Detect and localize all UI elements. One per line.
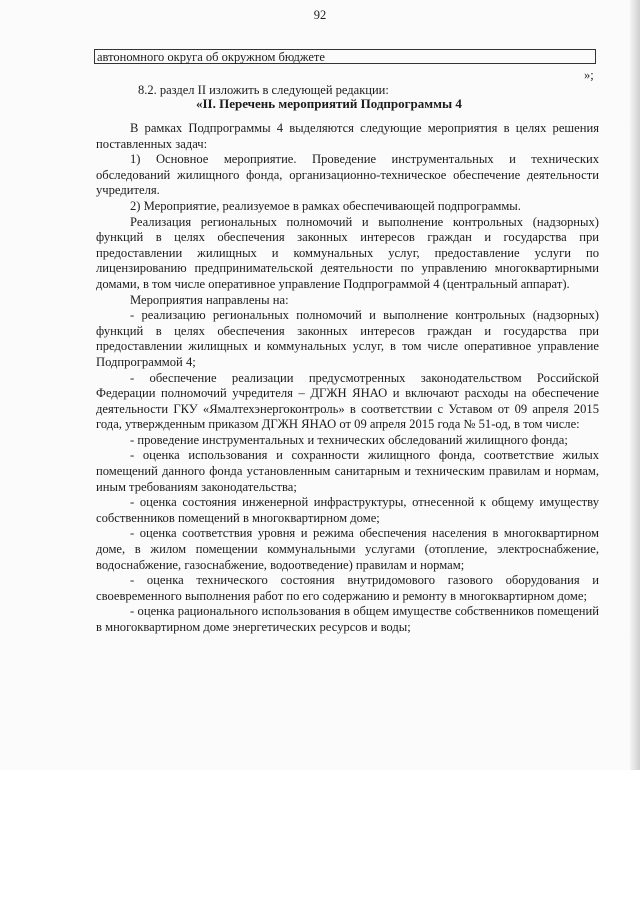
- section-heading: «II. Перечень мероприятий Подпрограммы 4: [196, 96, 462, 111]
- paragraph: - оценка использования и сохранности жилищного фонда, соответствие жилых помещений данного фонда установленным санитарным и техническим правилам и нормам, иным требованиям законодательства;: [96, 448, 599, 494]
- boxed-text-line: автономного округа об окружном бюджете: [94, 49, 596, 64]
- paragraph: - оценка соответствия уровня и режима обеспечения населения в многоквартирном доме, в жилом помещении коммунальными услугами (отопление, электроснабжение, водоснабжение, газоснабжение, водоотведение) правилам и нормам;: [96, 526, 599, 572]
- blank-area: [0, 770, 640, 905]
- paragraph: - проведение инструментальных и технических обследований жилищного фонда;: [130, 432, 568, 447]
- paragraph: Реализация региональных полномочий и выполнение контрольных (надзорных) функций в целях обеспечения законных интересов граждан и государства при предоставлении жилищных и коммунальных услуг, предоставление услуги по лицензированию предпринимательской деятельности по управлению многоквартирными домами, в том числе оперативное управление Подпрограммой 4 (центральный аппарат).: [96, 214, 599, 291]
- page-edge-shadow: [630, 0, 640, 770]
- document-body: [96, 121, 599, 636]
- paragraph: 2) Мероприятие, реализуемое в рамках обеспечивающей подпрограммы.: [130, 198, 521, 213]
- page-number: 92: [313, 8, 327, 22]
- closing-quote: »;: [584, 68, 594, 82]
- paragraph: В рамках Подпрограммы 4 выделяются следующие мероприятия в целях решения поставленных задач:: [96, 121, 599, 151]
- paragraph: 1) Основное мероприятие. Проведение инструментальных и технических обследований жилищного фонда, организационно-техническое обеспечение деятельности учредителя.: [96, 152, 599, 198]
- paragraph: - реализацию региональных полномочий и выполнение контрольных (надзорных) функций в целях обеспечения законных интересов граждан и государства при предоставлении жилищных и коммунальных услуг, в том числе оперативное управление Подпрограммой 4;: [96, 308, 599, 369]
- paragraph: - оценка рационального использования в общем имуществе собственников помещений в многоквартирном доме энергетических ресурсов и воды;: [96, 604, 599, 634]
- paragraph: - оценка технического состояния внутридомового газового оборудования и своевременного выполнения работ по его содержанию и ремонту в многоквартирном доме;: [96, 573, 599, 603]
- section-intro: 8.2. раздел II изложить в следующей редакции:: [138, 83, 389, 97]
- paragraph: - оценка состояния инженерной инфраструктуры, отнесенной к общему имуществу собственников помещений в многоквартирном доме;: [96, 495, 599, 525]
- paragraph: Мероприятия направлены на:: [130, 292, 289, 307]
- paragraph: - обеспечение реализации предусмотренных законодательством Российской Федерации полномочий учредителя – ДГЖН ЯНАО и включают расходы на обеспечение деятельности ГКУ «Ямалтехэнергоконтроль» в соответствии с Уставом от 09 апреля 2015 года, утвержденным приказом ДГЖН ЯНАО от 09 апреля 2015 года № 51-од, в том числе:: [96, 370, 599, 432]
